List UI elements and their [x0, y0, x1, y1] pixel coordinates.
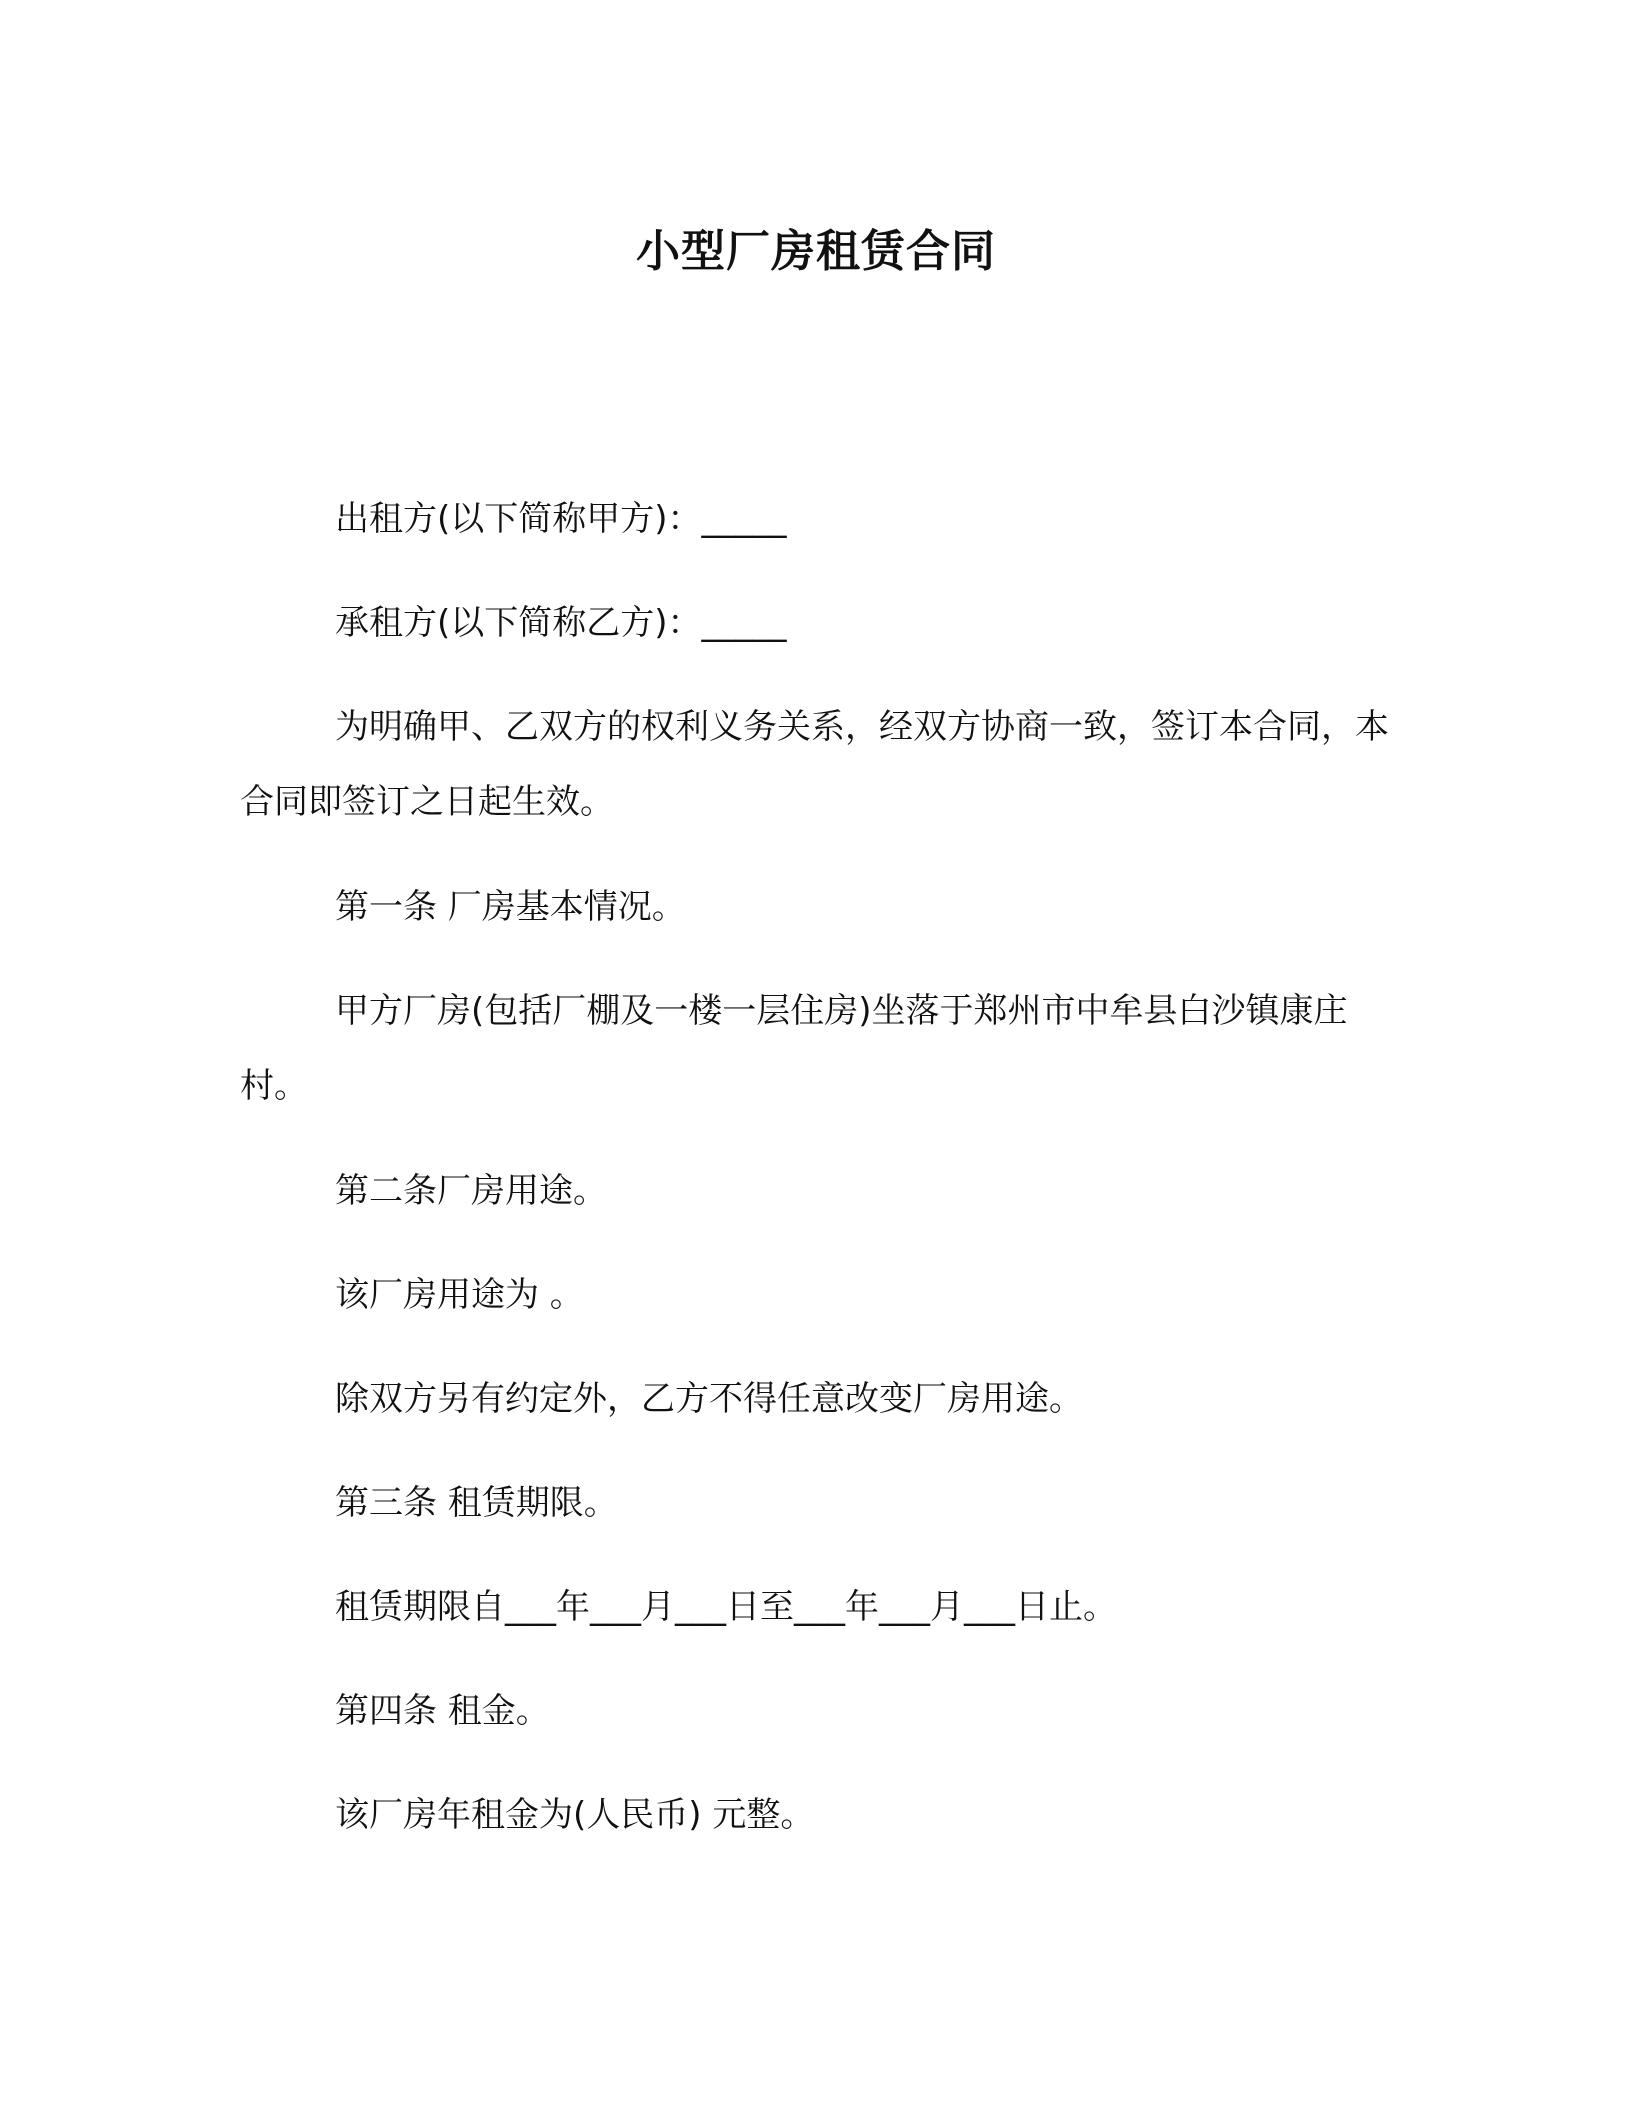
paragraph-lessee: 承租方(以下简称乙方)：_____ [335, 603, 787, 643]
paragraph-preamble: 为明确甲、乙双方的权利义务关系，经双方协商一致，签订本合同，本合同即签订之日起生效。 [240, 707, 1389, 822]
paragraph-lessor: 出租方(以下简称甲方)：_____ [335, 499, 787, 539]
paragraph-article-2-restriction: 除双方另有约定外，乙方不得任意改变厂房用途。 [335, 1379, 1083, 1419]
paragraph-article-1-heading: 第一条 厂房基本情况。 [335, 887, 686, 927]
paragraph-article-2-heading: 第二条厂房用途。 [335, 1171, 607, 1211]
paragraph-article-3-heading: 第三条 租赁期限。 [335, 1483, 618, 1523]
paragraph-article-3-body: 租赁期限自___年___月___日至___年___月___日止。 [335, 1587, 1117, 1627]
document-title: 小型厂房租赁合同 [636, 226, 996, 277]
paragraph-article-2-body: 该厂房用途为 。 [335, 1275, 584, 1315]
paragraph-article-1-body: 甲方厂房(包括厂棚及一楼一层住房)坐落于郑州市中牟县白沙镇康庄村。 [240, 991, 1348, 1106]
paragraph-article-4-body: 该厂房年租金为(人民币) 元整。 [335, 1795, 815, 1835]
paragraph-article-4-heading: 第四条 租金。 [335, 1691, 550, 1731]
